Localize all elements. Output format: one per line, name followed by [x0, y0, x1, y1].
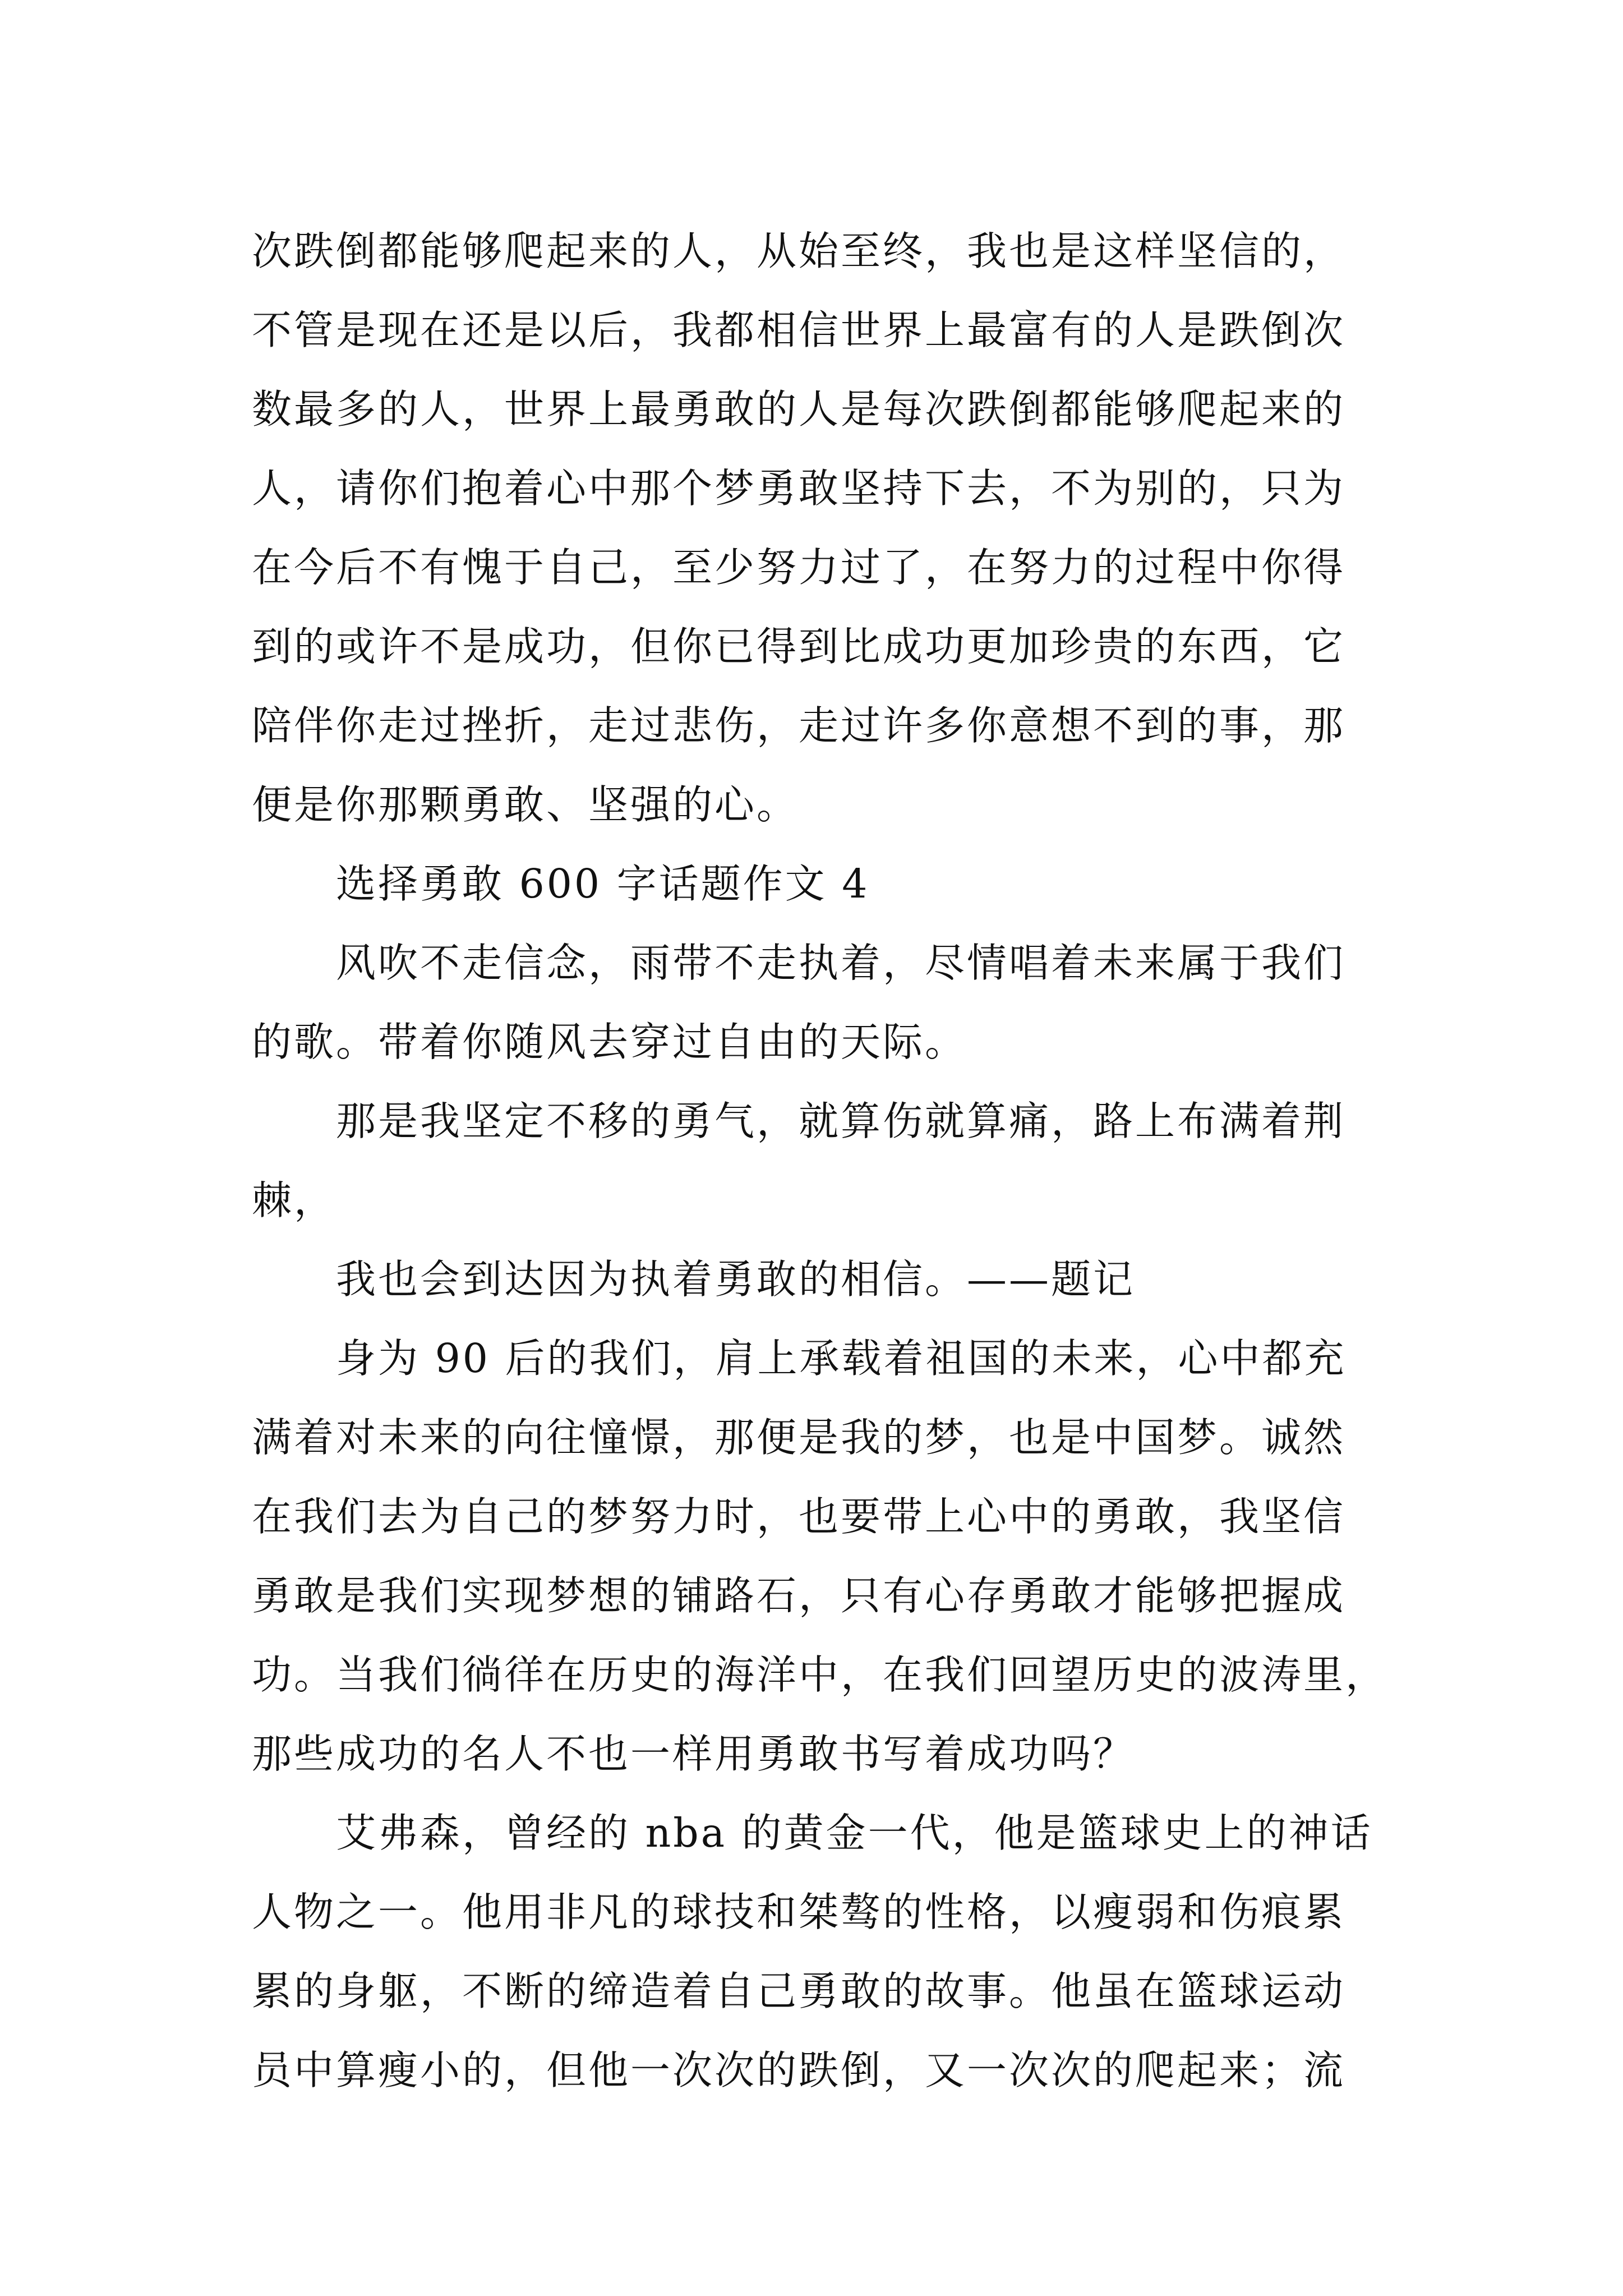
text-line: 不管是现在还是以后，我都相信世界上最富有的人是跌倒次 — [252, 307, 1346, 353]
text-line: 我也会到达因为执着勇敢的相信。——题记 — [336, 1256, 1136, 1303]
text-line: 人，请你们抱着心中那个梦勇敢坚持下去，不为别的，只为 — [252, 465, 1346, 512]
text-line: 陪伴你走过挫折，走过悲伤，走过许多你意想不到的事，那 — [252, 702, 1346, 749]
text-line: 次跌倒都能够爬起来的人，从始至终，我也是这样坚信的， — [252, 228, 1346, 274]
text-line: 累的身躯，不断的缔造着自己勇敢的故事。他虽在篮球运动 — [252, 1968, 1346, 2014]
section-heading: 选择勇敢 600 字话题作文 4 — [336, 861, 870, 907]
text-line: 功。当我们徜徉在历史的海洋中，在我们回望历史的波涛里， — [252, 1651, 1388, 1698]
text-line: 在今后不有愧于自己，至少努力过了，在努力的过程中你得 — [252, 544, 1346, 591]
text-line: 员中算瘦小的，但他一次次的跌倒，又一次次的爬起来；流 — [252, 2047, 1346, 2093]
text-line: 那些成功的名人不也一样用勇敢书写着成功吗？ — [252, 1731, 1136, 1777]
text-line: 那是我坚定不移的勇气，就算伤就算痛，路上布满着荆 — [336, 1098, 1346, 1144]
text-line: 便是你那颗勇敢、坚强的心。 — [252, 781, 799, 828]
text-line: 勇敢是我们实现梦想的铺路石，只有心存勇敢才能够把握成 — [252, 1572, 1346, 1619]
text-line: 数最多的人，世界上最勇敢的人是每次跌倒都能够爬起来的 — [252, 386, 1346, 432]
text-line: 在我们去为自己的梦努力时，也要带上心中的勇敢，我坚信 — [252, 1493, 1346, 1540]
text-line: 棘， — [252, 1177, 336, 1223]
text-line: 身为 90 后的我们，肩上承载着祖国的未来，心中都充 — [336, 1335, 1347, 1382]
text-line: 人物之一。他用非凡的球技和桀骜的性格，以瘦弱和伤痕累 — [252, 1889, 1346, 1935]
text-line: 的歌。带着你随风去穿过自由的天际。 — [252, 1019, 967, 1065]
text-line: 满着对未来的向往憧憬，那便是我的梦，也是中国梦。诚然 — [252, 1414, 1346, 1461]
text-line: 风吹不走信念，雨带不走执着，尽情唱着未来属于我们 — [336, 940, 1346, 986]
text-line: 艾弗森，曾经的 nba 的黄金一代，他是篮球史上的神话 — [336, 1810, 1373, 1856]
text-line: 到的或许不是成功，但你已得到比成功更加珍贵的东西，它 — [252, 623, 1346, 670]
